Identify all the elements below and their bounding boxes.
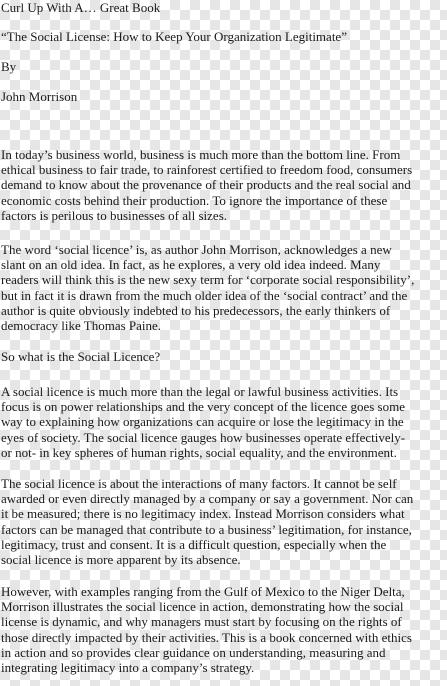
paragraph-line: legitimacy, trust and consent. It is a difficult question, especially when the [1,536,387,552]
paragraph-interactions [1,476,413,567]
paragraph-line: democracy like Thomas Paine. [1,318,162,334]
paragraph-line: The word ‘social licence’ is, as author John Morrison, acknowledges a new [1,242,392,257]
paragraph-line: integrating legitimacy into a company’s strategy. [1,660,255,676]
paragraph-line: demand to know about the provenance of their products and the real social and [1,177,411,193]
paragraph-line: author is quite obviously indebted to his predecessors, the early thinkers of [1,302,391,318]
paragraph-line: social licence is more apparent by its absence. [1,552,241,568]
paragraph-line: However, with examples ranging from the Gulf of Mexico to the Niger Delta, [1,584,405,599]
paragraph-question-heading [1,349,160,364]
paragraph-line: ethical business to fair trade, to rainforest certified to freedom food, consumers [1,162,413,178]
by-label: By [1,59,17,74]
paragraph-line: but in fact it is drawn from the much older idea of the ‘social contract’ and the [1,287,408,303]
paragraph-line: license is dynamic, and why managers must start by focusing on the rights of [1,614,402,630]
paragraph-social-licence-word [1,242,414,333]
paragraph-line: in action and so provides clear guidance on understanding, measuring and [1,644,386,660]
paragraph-line: eyes of society. The social licence gauges how businesses operate effectively- [1,429,406,445]
paragraph-line: focus is on power relationships and the very concept of the licence goes some [1,399,405,415]
paragraph-line: or not- in key spheres of human rights, social equality, and the environment. [1,444,397,460]
paragraph-examples [1,584,412,675]
paragraph-line: slant on an old idea. In fact, as he explores, a very old idea indeed. Many [1,257,381,273]
author-name: John Morrison [1,89,78,104]
paragraph-line: Morrison illustrates the social licence in action, demonstrating how the social [1,599,404,615]
paragraph-definition [1,384,405,460]
paragraph-line: awarded or even directly managed by a company or say a government. Nor can [1,491,414,507]
paragraph-line: A social licence is much more than the legal or lawful business activities. Its [1,384,399,399]
paragraph-line: The social licence is about the interactions of many factors. It cannot be self [1,476,397,491]
book-title: “The Social License: How to Keep Your Organization Legitimate” [1,29,347,44]
paragraph-line: economic costs behind their production. To ignore the importance of these [1,192,388,208]
paragraph-line: factors is perilous to businesses of all sizes. [1,207,228,223]
paragraph-line: it be measured; there is no legitimacy index. Instead Morrison considers what [1,506,405,522]
paragraph-intro [1,147,412,223]
paragraph-line: factors can be managed that contribute to a business’ legitimation, for instance, [1,521,412,537]
paragraph-line: readers will think this is the new sexy term for ‘corporate social responsibility’, [1,272,415,288]
heading-title-line: Curl Up With A… Great Book [1,0,161,15]
paragraph-line: So what is the Social Licence? [1,349,161,364]
paragraph-line: way to explaining how organizations can acquire or lose the legitimacy in the [1,414,404,430]
paragraph-line: those directly impacted by their activities. This is a book concerned with ethics [1,629,412,645]
paragraph-line: In today’s business world, business is much more than the bottom line. From [1,147,401,162]
